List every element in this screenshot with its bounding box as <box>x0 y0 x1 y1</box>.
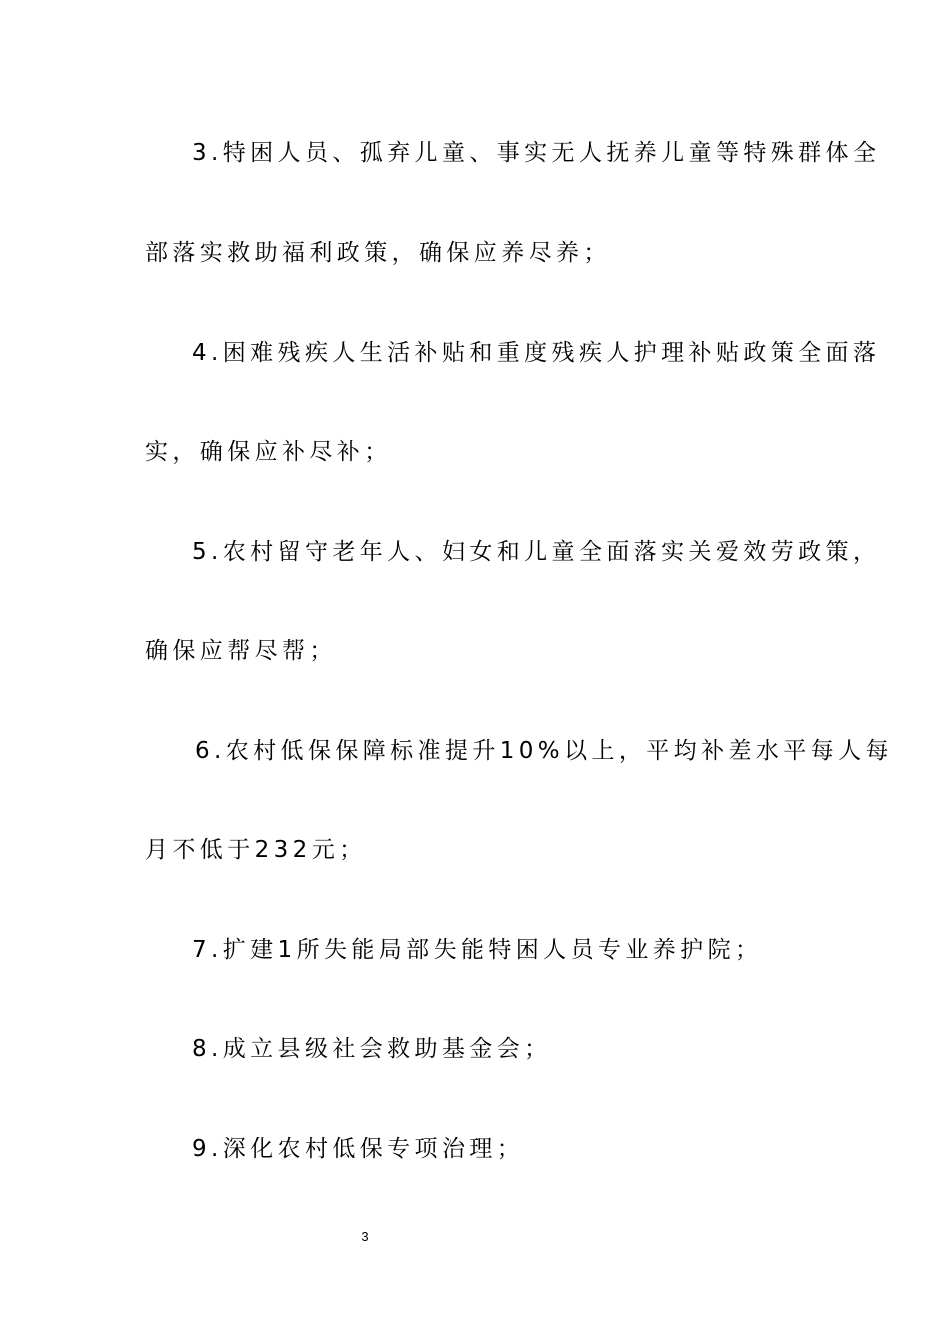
page-number: 3 <box>361 1229 369 1244</box>
paragraph-3-line-1: 3.特困人员、孤弃儿童、事实无人抚养儿童等特殊群体全 <box>192 140 881 166</box>
paragraph-9: 9.深化农村低保专项治理； <box>192 1136 525 1162</box>
paragraph-5-line-2: 确保应帮尽帮； <box>145 638 337 664</box>
paragraph-7: 7.扩建1所失能局部失能特困人员专业养护院； <box>192 937 763 963</box>
paragraph-4-line-1: 4.困难残疾人生活补贴和重度残疾人护理补贴政策全面落 <box>192 340 881 366</box>
paragraph-3-line-2: 部落实救助福利政策，确保应养尽养； <box>145 240 611 266</box>
paragraph-6-line-1: 6.农村低保保障标准提升10%以上，平均补差水平每人每 <box>195 738 893 764</box>
paragraph-6-line-2: 月不低于232元； <box>145 837 367 863</box>
paragraph-5-line-1: 5.农村留守老年人、妇女和儿童全面落实关爱效劳政策， <box>192 539 881 565</box>
paragraph-8: 8.成立县级社会救助基金会； <box>192 1036 552 1062</box>
paragraph-4-line-2: 实，确保应补尽补； <box>145 439 392 465</box>
